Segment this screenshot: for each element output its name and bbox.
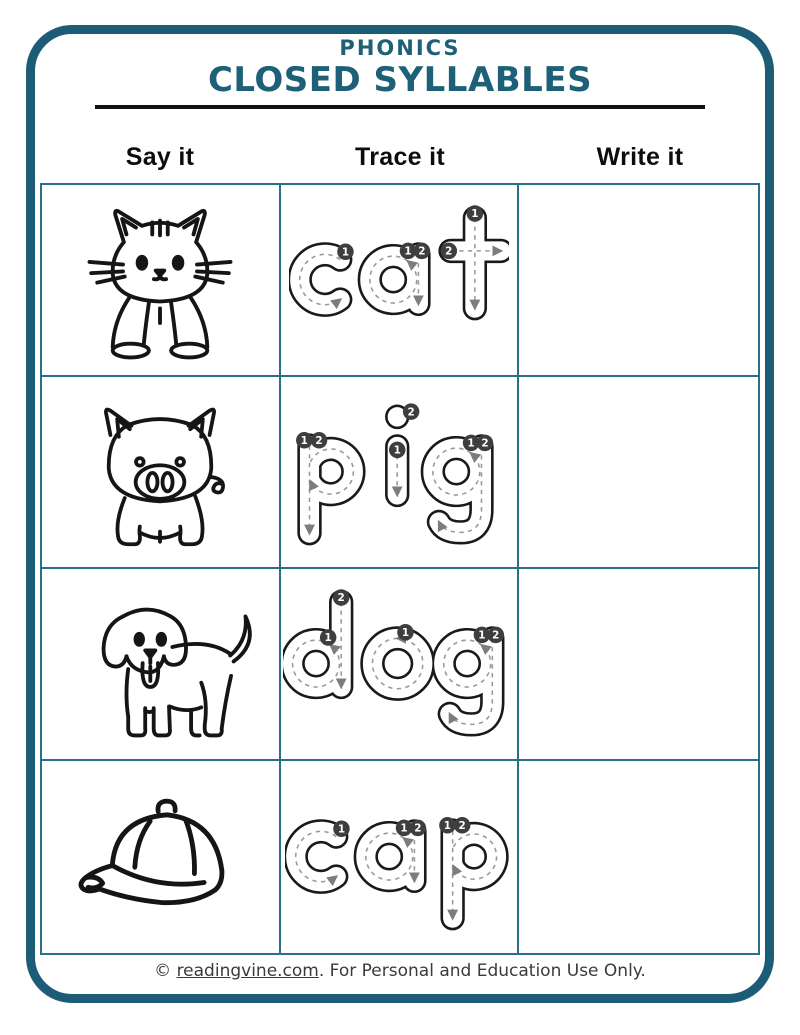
- write-cell: [519, 569, 758, 761]
- column-header-say-it: Say it: [125, 143, 195, 171]
- svg-text:1: 1: [443, 819, 452, 832]
- copyright-footer: [0, 961, 800, 981]
- stroke-number-badge: [477, 435, 494, 452]
- write-cell: [519, 377, 758, 569]
- stroke-number-badge: [439, 817, 456, 834]
- readingvine-link[interactable]: readingvine.com: [176, 961, 319, 981]
- trace-word-pig: [293, 396, 505, 548]
- worksheet-kicker: PHONICS: [339, 36, 461, 60]
- column-header-trace-it: Trace it: [355, 143, 445, 171]
- trace-cell: [281, 377, 520, 569]
- stroke-number-badge: [320, 629, 337, 646]
- cat-image: [74, 194, 246, 366]
- trace-word-cat: [289, 204, 510, 356]
- say-cell: [42, 185, 281, 377]
- svg-text:2: 2: [414, 822, 422, 835]
- svg-text:1: 1: [324, 632, 332, 645]
- svg-text:1: 1: [393, 444, 401, 457]
- write-cell: [519, 761, 758, 953]
- svg-text:2: 2: [491, 629, 500, 642]
- stroke-number-badge: [466, 205, 483, 222]
- svg-text:1: 1: [401, 626, 409, 639]
- stroke-number-badge: [333, 589, 350, 606]
- svg-text:1: 1: [470, 208, 479, 221]
- cap-image: [72, 785, 249, 930]
- say-cell: [42, 377, 281, 569]
- svg-text:2: 2: [458, 819, 467, 832]
- column-header-write-it: Write it: [596, 143, 684, 171]
- stroke-number-badge: [333, 821, 350, 838]
- svg-text:2: 2: [481, 437, 489, 450]
- write-cell: [519, 185, 758, 377]
- say-cell: [42, 569, 281, 761]
- trace-cell: [281, 569, 520, 761]
- say-cell: [42, 761, 281, 953]
- trace-cell: [281, 185, 520, 377]
- stroke-number-badge: [296, 432, 313, 449]
- copyright-prefix: ©: [154, 961, 177, 981]
- svg-text:1: 1: [300, 434, 308, 447]
- svg-text:1: 1: [341, 246, 349, 259]
- stroke-number-badge: [454, 817, 471, 834]
- stroke-number-badge: [389, 442, 406, 459]
- worksheet-table: [40, 183, 760, 955]
- stroke-number-badge: [403, 403, 420, 420]
- stroke-number-badge: [413, 243, 430, 260]
- svg-text:1: 1: [400, 822, 408, 835]
- pig-image: [76, 388, 244, 556]
- column-headers: [40, 143, 760, 172]
- stroke-number-badge: [397, 624, 414, 641]
- stroke-number-badge: [440, 243, 457, 260]
- svg-text:1: 1: [467, 437, 475, 450]
- svg-text:2: 2: [444, 245, 453, 258]
- dog-image: [67, 579, 254, 749]
- title-underline: [95, 105, 705, 109]
- copyright-suffix: . For Personal and Education Use Only.: [318, 961, 646, 981]
- svg-text:2: 2: [417, 245, 426, 258]
- svg-text:1: 1: [404, 245, 412, 258]
- svg-text:2: 2: [407, 406, 415, 419]
- trace-word-dog: [283, 588, 516, 740]
- stroke-number-badge: [311, 432, 328, 449]
- svg-text:2: 2: [315, 434, 323, 447]
- stroke-number-badge: [337, 244, 354, 261]
- stroke-number-badge: [410, 820, 427, 837]
- stroke-number-badge: [487, 627, 504, 644]
- svg-text:1: 1: [477, 629, 486, 642]
- page-title: CLOSED SYLLABLES: [207, 60, 593, 100]
- svg-text:2: 2: [337, 592, 345, 605]
- trace-word-cap: [285, 781, 513, 933]
- trace-cell: [281, 761, 520, 953]
- svg-text:1: 1: [338, 823, 346, 836]
